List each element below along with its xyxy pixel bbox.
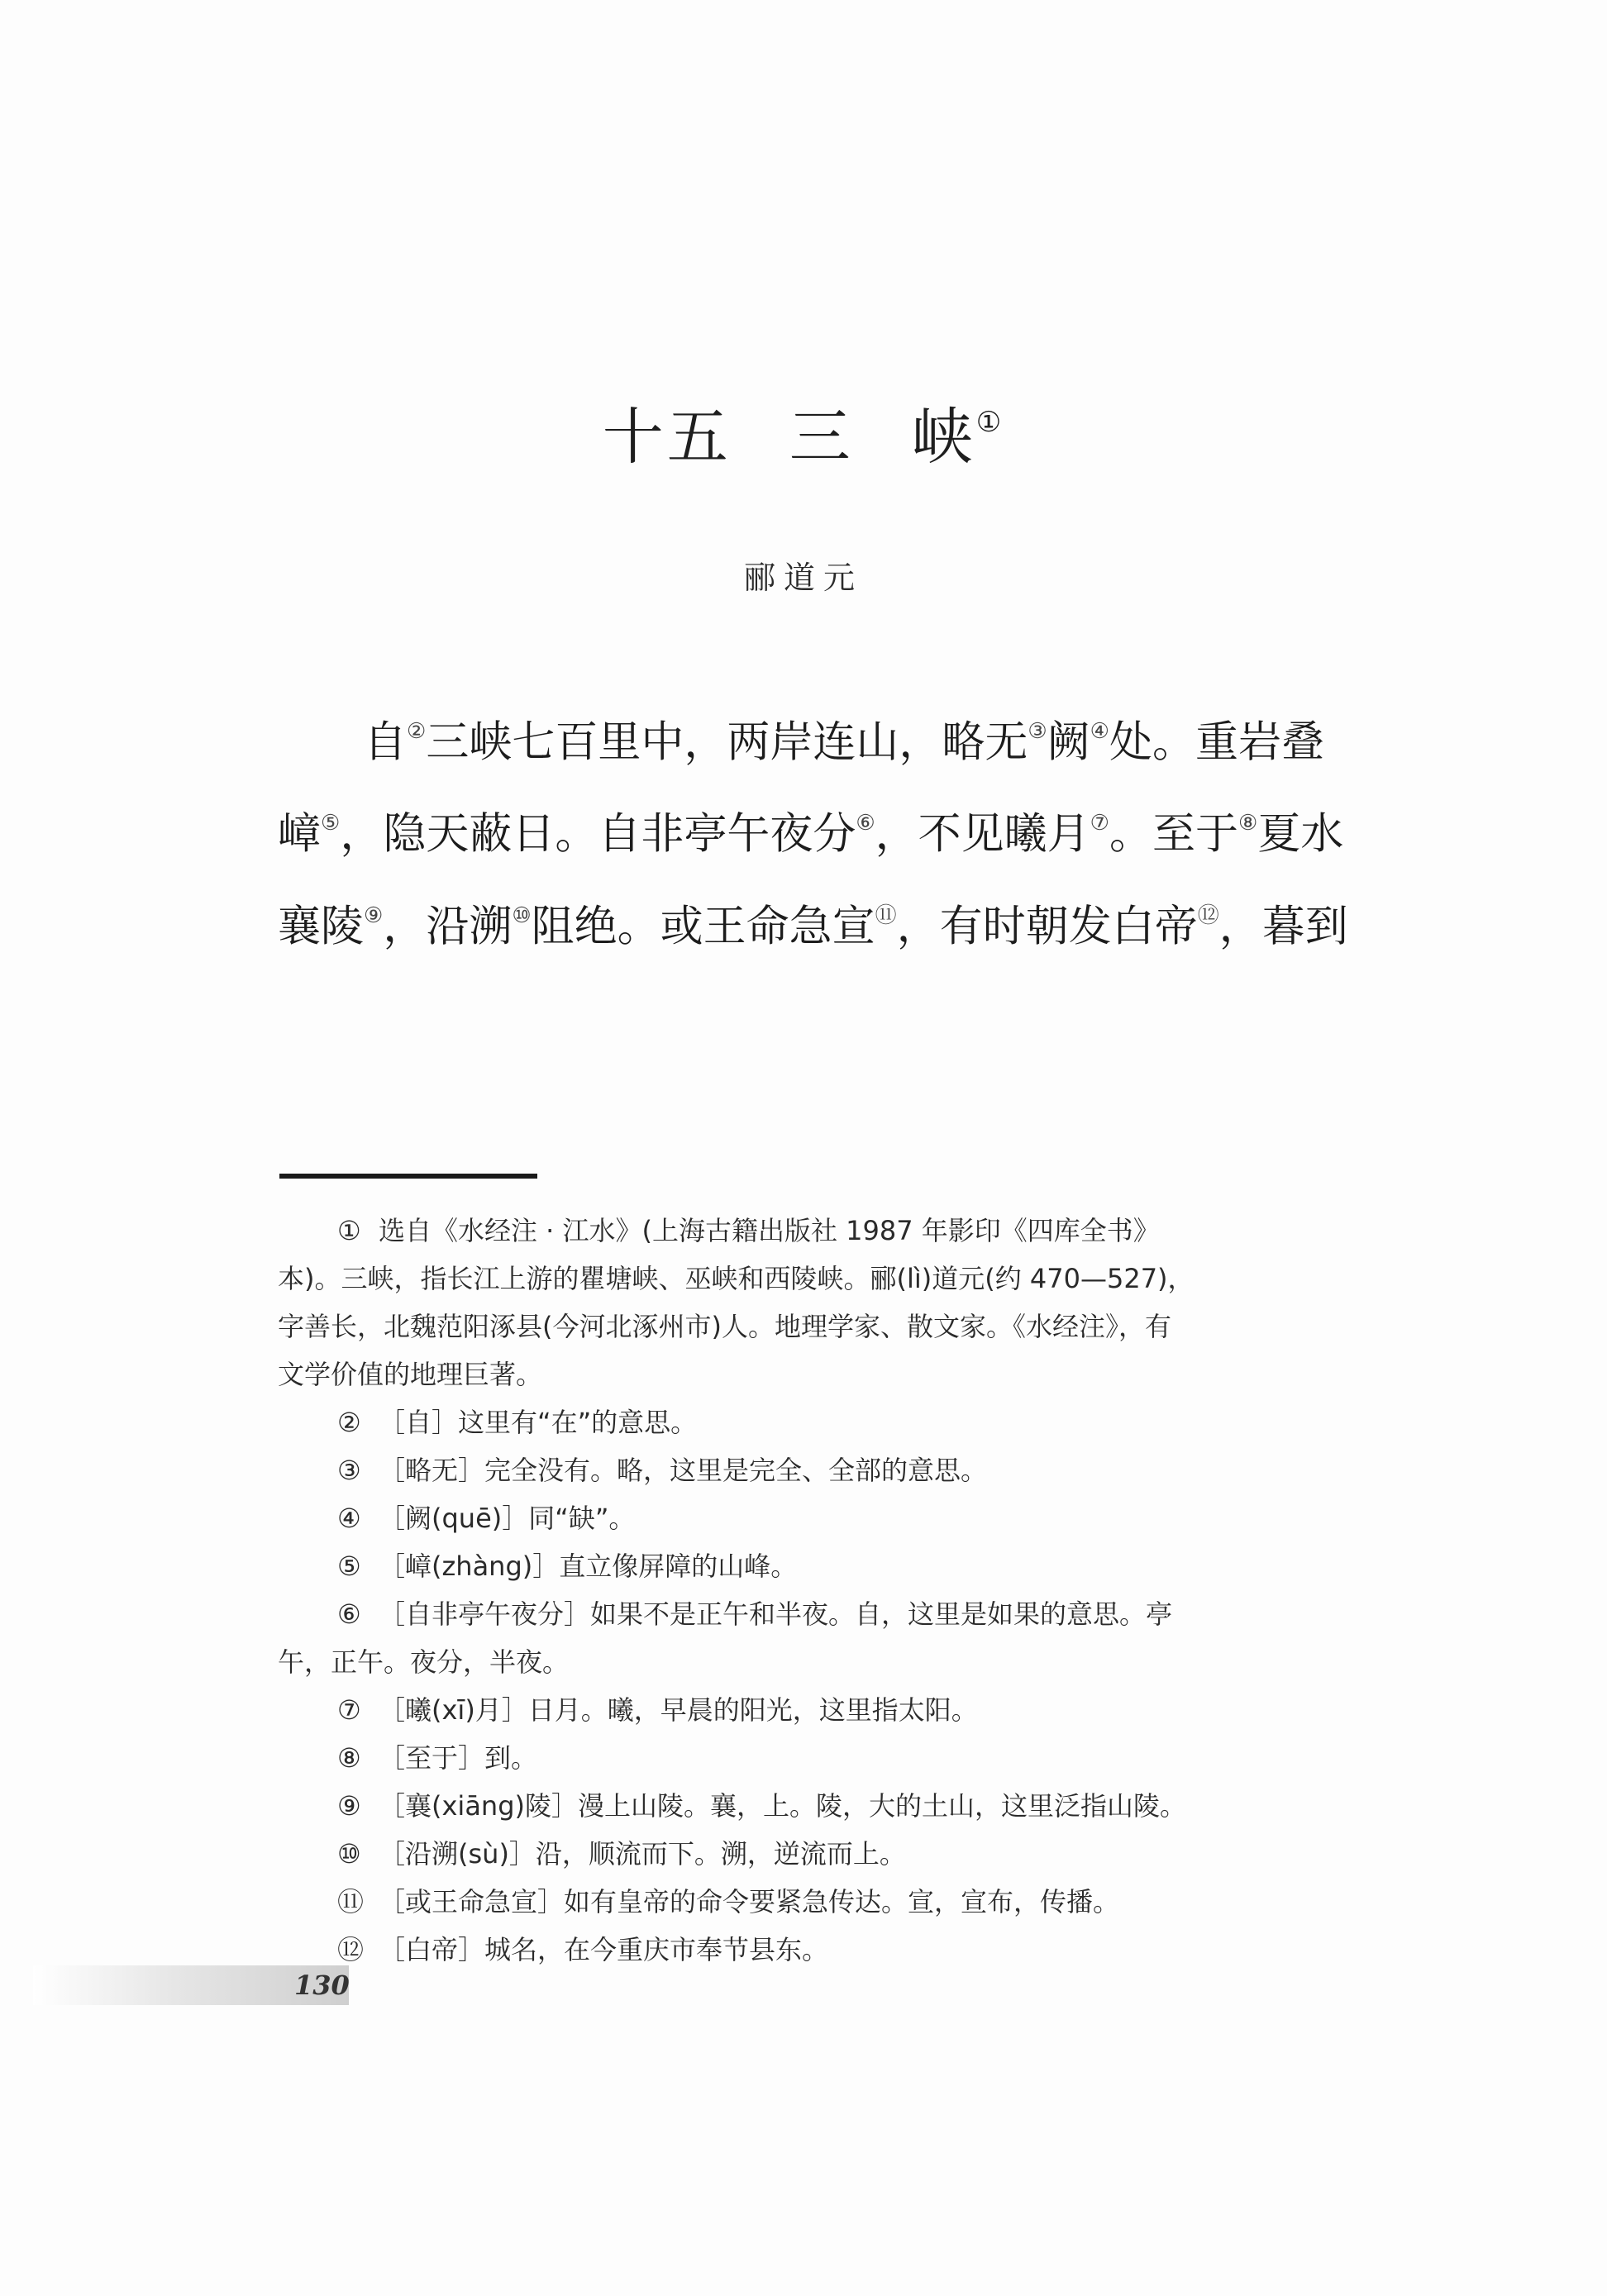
footnote-text: ［阙(quē)］同“缺”。 (379, 1503, 636, 1534)
footnote-number: ④ (337, 1503, 361, 1534)
footnote-text: ［白帝］城名，在今重庆市奉节县东。 (379, 1934, 829, 1965)
footnote (278, 1207, 1329, 1398)
main-text-segment: ，隐天蔽日。自非亭午夜分 (340, 809, 856, 860)
footnote-text: 字善长，北魏范阳涿县(今河北涿州市)人。地理学家、散文家。《水经注》，有 (278, 1311, 1171, 1342)
footnote (278, 1494, 1329, 1542)
footnote-line (278, 1926, 1329, 1974)
lesson-title (0, 388, 1607, 476)
footnote (278, 1542, 1329, 1590)
main-text-segment: 三峡七百里中，两岸连山，略无 (426, 717, 1028, 768)
main-text-segment: ，有时朝发白帝 (896, 901, 1198, 951)
footnote-text: ［至于］到。 (379, 1742, 538, 1774)
footnote-reference: ⑦ (1090, 811, 1109, 836)
footnote (278, 1830, 1329, 1878)
footnote (278, 1734, 1329, 1782)
title-footnote-mark: ① (975, 406, 1005, 440)
footnote-number: ① (337, 1215, 361, 1246)
main-text-segment: 处。重岩叠 (1109, 717, 1324, 768)
footnote-text: 午，正午。夜分，半夜。 (278, 1646, 570, 1678)
footnote (278, 1782, 1329, 1830)
footnote-text: ［襄(xiāng)陵］漫上山陵。襄，上。陵，大的土山，这里泛指山陵。 (379, 1790, 1187, 1822)
footnote-number: ⑫ (337, 1934, 365, 1965)
footnote-reference: ⑧ (1238, 811, 1258, 836)
footnote-line (278, 1350, 1329, 1398)
footnote-line (278, 1494, 1329, 1542)
footnote-line (278, 1542, 1329, 1590)
footnote-number: ⑤ (337, 1551, 361, 1582)
footnote-divider (279, 1174, 537, 1179)
footnote-reference: ③ (1028, 719, 1047, 744)
footnote-reference: ⑤ (321, 811, 341, 836)
footnote (278, 1446, 1329, 1494)
main-text-line (278, 693, 1329, 784)
footnote-reference: ⑫ (1197, 903, 1219, 928)
footnote (278, 1686, 1329, 1734)
footnote-number: ⑥ (337, 1598, 361, 1630)
footnote-line (278, 1686, 1329, 1734)
footnote (278, 1398, 1329, 1446)
footnote-number: ② (337, 1407, 361, 1438)
lesson-name: 三 (789, 402, 854, 473)
footnote-number: ③ (337, 1455, 361, 1486)
footnote-number: ⑪ (337, 1886, 365, 1917)
main-text-segment: 襄陵 (278, 901, 365, 951)
main-text-segment: ，不见曦月 (875, 809, 1090, 860)
author-name: 郦道元 (743, 560, 863, 596)
main-text-segment: 阙 (1047, 717, 1090, 768)
footnote-text: ［自］这里有“在”的意思。 (379, 1407, 698, 1438)
footnote-reference: ⑩ (512, 903, 532, 928)
main-text-segment: 自 (364, 717, 408, 768)
footnote-number: ⑦ (337, 1694, 361, 1726)
footnote-line (278, 1638, 1329, 1686)
footnote-text: ［自非亭午夜分］如果不是正午和半夜。自，这里是如果的意思。亭 (379, 1598, 1173, 1630)
footnote-reference: ⑥ (856, 811, 875, 836)
footnote-line (278, 1734, 1329, 1782)
footnote-reference: ② (407, 719, 427, 744)
footnote-line (278, 1830, 1329, 1878)
footnote-reference: ⑨ (364, 903, 384, 928)
footnote-line (278, 1303, 1329, 1350)
footnote-line (278, 1446, 1329, 1494)
main-text-segment: ，沿溯 (383, 901, 513, 951)
lesson-name-2: 峡 (911, 402, 976, 473)
footnote-line (278, 1255, 1329, 1303)
main-text-segment: 夏水 (1257, 809, 1344, 860)
footnote (278, 1878, 1329, 1926)
footnote-line (278, 1398, 1329, 1446)
main-text-segment: ，暮到 (1218, 901, 1348, 951)
main-text-segment: 阻绝。或王命急宣 (531, 901, 875, 951)
footnote-text: 本)。三峡，指长江上游的瞿塘峡、巫峡和西陵峡。郦(lì)道元(约 470—527)， (278, 1263, 1195, 1294)
footnote-text: ［或王命急宣］如有皇帝的命令要紧急传达。宣，宣布，传播。 (379, 1886, 1120, 1917)
footnote-number: ⑨ (337, 1790, 361, 1822)
footnote-text: ［嶂(zhàng)］直立像屏障的山峰。 (379, 1551, 798, 1582)
footnote-text: 文学价值的地理巨著。 (278, 1359, 543, 1390)
footnote-text: ［略无］完全没有。略，这里是完全、全部的意思。 (379, 1455, 988, 1486)
main-text-line (278, 877, 1348, 969)
footnote-text: ［曦(xī)月］日月。曦，早晨的阳光，这里指太阳。 (379, 1694, 978, 1726)
footnote-number: ⑩ (337, 1838, 361, 1870)
main-text-segment: 嶂 (278, 809, 322, 860)
main-text-line (278, 784, 1344, 876)
footnote-line (278, 1878, 1329, 1926)
footnote-text: ［沿溯(sù)］沿，顺流而下。溯，逆流而上。 (379, 1838, 906, 1870)
footnote (278, 1590, 1329, 1686)
main-text-segment: 。至于 (1109, 809, 1238, 860)
footnote-text: 选自《水经注 · 江水》(上海古籍出版社 1987 年影印《四库全书》 (379, 1215, 1160, 1246)
footnote-reference: ⑪ (875, 903, 897, 928)
footnote (278, 1926, 1329, 1974)
main-text (278, 693, 1348, 969)
footnote-line (278, 1590, 1329, 1638)
footnote-reference: ④ (1090, 719, 1109, 744)
footnote-line (278, 1782, 1329, 1830)
lesson-number: 十五 (602, 402, 732, 473)
page-number: 130 (294, 1970, 350, 2001)
footnote-list (278, 1207, 1329, 1974)
footnote-line (278, 1207, 1329, 1255)
footnote-number: ⑧ (337, 1742, 361, 1774)
